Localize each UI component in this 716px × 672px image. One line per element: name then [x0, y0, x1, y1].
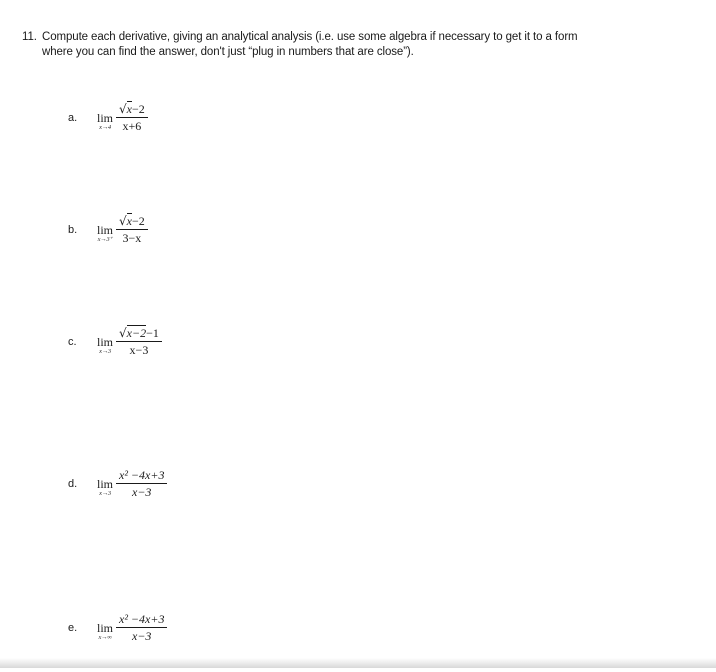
- fraction: [116, 326, 162, 357]
- part-label-b: b.: [68, 224, 78, 236]
- question-number: 11.: [22, 31, 37, 43]
- lim-text: lim: [96, 223, 113, 237]
- radicand: x−2: [126, 326, 147, 340]
- question-text-line2: where you can find the answer, don't just “plug in numbers that are close”).: [42, 46, 414, 58]
- lim-subscript: x→∞: [98, 634, 112, 641]
- lim-text: lim: [96, 621, 113, 635]
- numerator-rest: −2: [131, 214, 145, 228]
- denominator: 3−x: [122, 231, 142, 245]
- part-label-d: d.: [68, 478, 78, 490]
- problem-a: [68, 102, 368, 162]
- part-label-a: a.: [68, 112, 78, 124]
- lim-subscript: x→3⁺: [97, 236, 113, 243]
- problem-c: [68, 326, 368, 386]
- numerator-rest: −2: [131, 102, 145, 116]
- numerator: x² −4x+3: [116, 612, 167, 628]
- denominator: x+6: [122, 119, 142, 133]
- question-line-1: [22, 30, 702, 45]
- part-label-c: c.: [68, 336, 77, 348]
- sqrt-icon: √: [119, 102, 127, 116]
- question-text-line1: Compute each derivative, giving an analytical analysis (i.e. use some algebra if necessary to get it to a form: [42, 31, 578, 43]
- fraction: [116, 612, 167, 643]
- lim-subscript: x→3: [99, 490, 111, 497]
- fraction: [116, 214, 148, 245]
- lim-text: lim: [96, 335, 113, 349]
- lim-subscript: x→3: [99, 348, 111, 355]
- fraction: [116, 468, 167, 499]
- problem-d: [68, 468, 368, 528]
- denominator: x−3: [129, 343, 149, 357]
- numerator: [116, 214, 148, 230]
- page-bottom-edge: [0, 658, 716, 668]
- lim-subscript: x→4: [99, 124, 111, 131]
- problem-b: [68, 214, 368, 274]
- sqrt-icon: √: [119, 214, 127, 228]
- lim-text: lim: [96, 111, 113, 125]
- part-label-e: e.: [68, 622, 78, 634]
- numerator: x² −4x+3: [116, 468, 167, 484]
- fraction: [116, 102, 148, 133]
- numerator: [116, 326, 162, 342]
- denominator: x−3: [132, 629, 152, 643]
- lim-text: lim: [96, 477, 113, 491]
- numerator-rest: −1: [146, 326, 159, 340]
- question-prompt: [22, 30, 702, 60]
- radicand: x: [126, 102, 132, 116]
- sqrt-icon: √: [119, 326, 127, 340]
- radicand: x: [126, 214, 132, 228]
- denominator: x−3: [132, 485, 152, 499]
- numerator: [116, 102, 148, 118]
